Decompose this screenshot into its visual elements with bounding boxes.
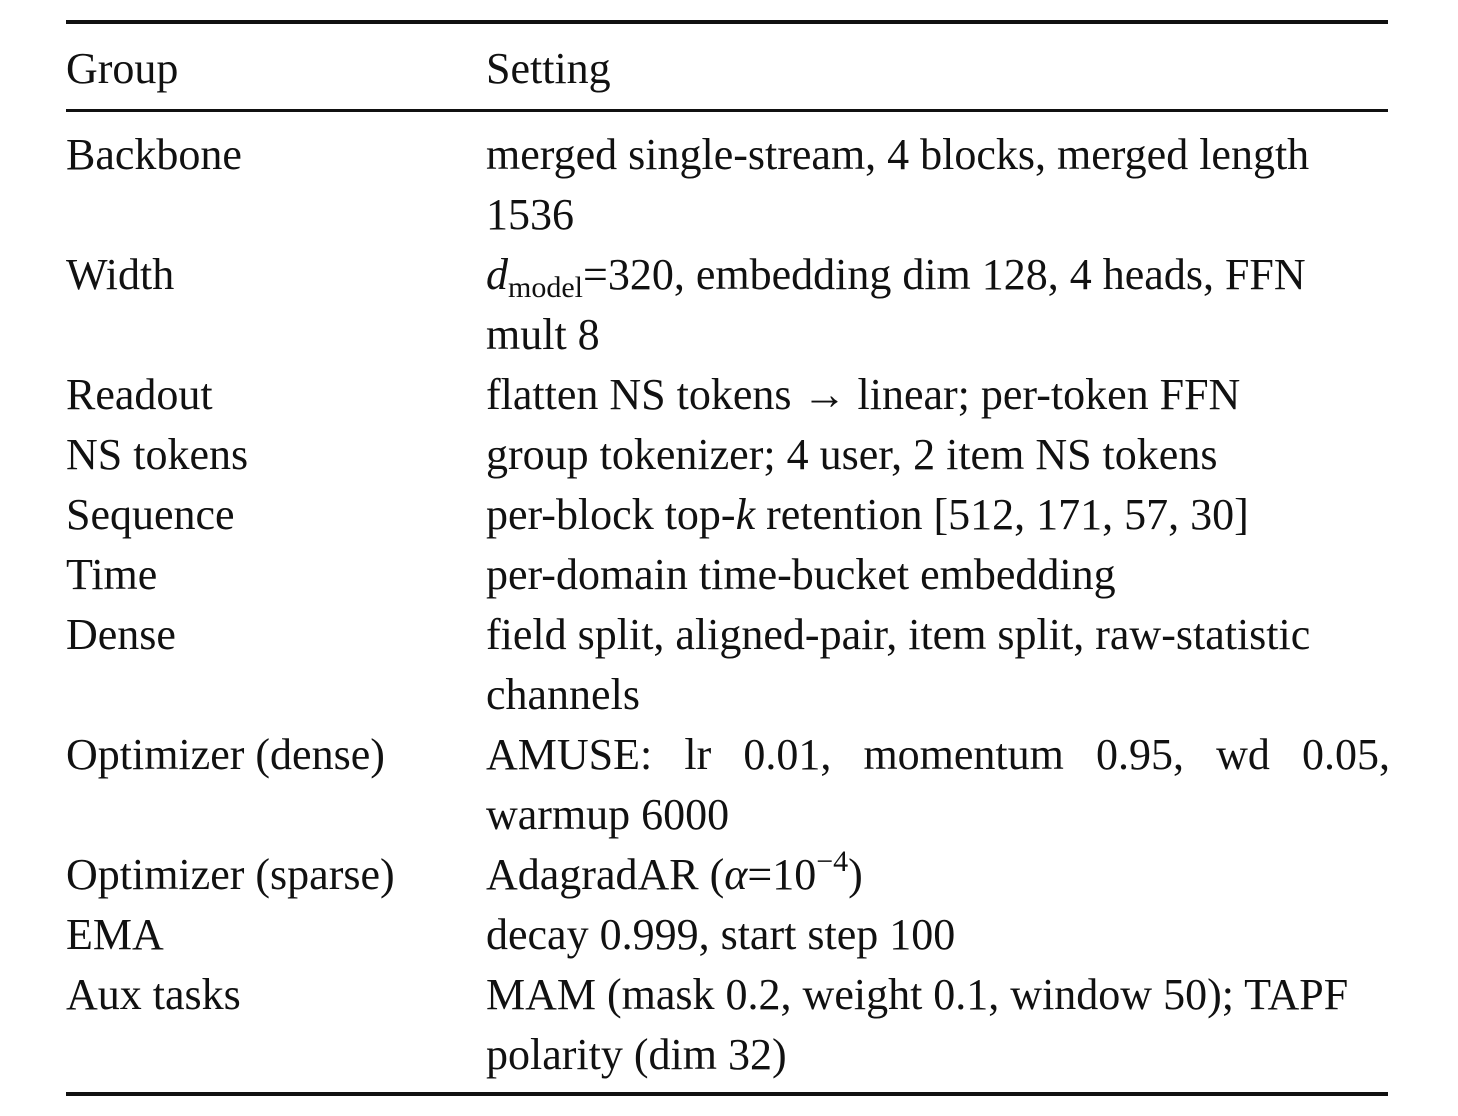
table-row: [0, 365, 1458, 425]
row-setting-optimizer-sparse: [486, 845, 1390, 905]
row-setting-aux-tasks: MAM (mask 0.2, weight 0.1, window 50); TAPF polarity (dim 32): [486, 970, 1349, 1079]
exponent-superscript: −4: [816, 845, 849, 878]
row-group-width: Width: [66, 250, 175, 299]
k-symbol: k: [735, 490, 756, 539]
row-group-backbone: Backbone: [66, 130, 242, 179]
row-group-dense: Dense: [66, 610, 176, 659]
table-row: [0, 845, 1458, 905]
row-setting-dense: field split, aligned-pair, item split, raw-statistic channels: [486, 610, 1311, 719]
row-setting-ema: decay 0.999, start step 100: [486, 910, 956, 959]
sequence-setting-prefix: per-block top-: [486, 490, 736, 539]
row-setting-width: [486, 245, 1390, 365]
row-setting-time: per-domain time-bucket embedding: [486, 550, 1116, 599]
table-row: [0, 485, 1458, 545]
sparse-setting-mid: =10: [747, 850, 817, 899]
row-group-optimizer-sparse: Optimizer (sparse): [66, 850, 395, 899]
row-group-time: Time: [66, 550, 158, 599]
header-group: Group: [66, 44, 179, 93]
sequence-setting-rest: retention [512, 171, 57, 30]: [755, 490, 1249, 539]
sparse-setting-prefix: AdagradAR (: [486, 850, 725, 899]
row-setting-ns-tokens: group tokenizer; 4 user, 2 item NS tokens: [486, 430, 1218, 479]
table-row: [0, 425, 1458, 485]
sparse-setting-rest: ): [848, 850, 863, 899]
row-setting-optimizer-dense: AMUSE: lr 0.01, momentum 0.95, wd 0.05, warmup 6000: [486, 730, 1390, 839]
table-header-row: [0, 39, 1458, 99]
row-setting-backbone: merged single-stream, 4 blocks, merged length 1536: [486, 130, 1310, 239]
table-body: [0, 125, 1458, 1085]
d-model-symbol: d: [486, 250, 508, 299]
row-setting-readout: flatten NS tokens → linear; per-token FFN: [486, 370, 1241, 419]
width-setting-rest: =320, embedding dim 128, 4 heads, FFN mult 8: [486, 250, 1306, 359]
alpha-symbol: α: [724, 850, 748, 899]
table-row: [0, 905, 1458, 965]
table-row: [0, 965, 1458, 1085]
table-row: [0, 125, 1458, 245]
d-model-subscript: model: [508, 271, 583, 304]
row-group-optimizer-dense: Optimizer (dense): [66, 730, 385, 779]
table-row: [0, 605, 1458, 725]
table-row: [0, 725, 1458, 845]
header-setting: Setting: [486, 44, 611, 93]
table-bottom-rule: [66, 1092, 1388, 1096]
table-header-rule: [66, 109, 1388, 112]
row-group-aux-tasks: Aux tasks: [66, 970, 241, 1019]
row-setting-sequence: [486, 485, 1390, 545]
table-row: [0, 545, 1458, 605]
row-group-ema: EMA: [66, 910, 164, 959]
row-group-sequence: Sequence: [66, 490, 235, 539]
row-group-readout: Readout: [66, 370, 213, 419]
row-group-ns-tokens: NS tokens: [66, 430, 249, 479]
table-row: [0, 245, 1458, 365]
table-top-rule: [66, 20, 1388, 24]
